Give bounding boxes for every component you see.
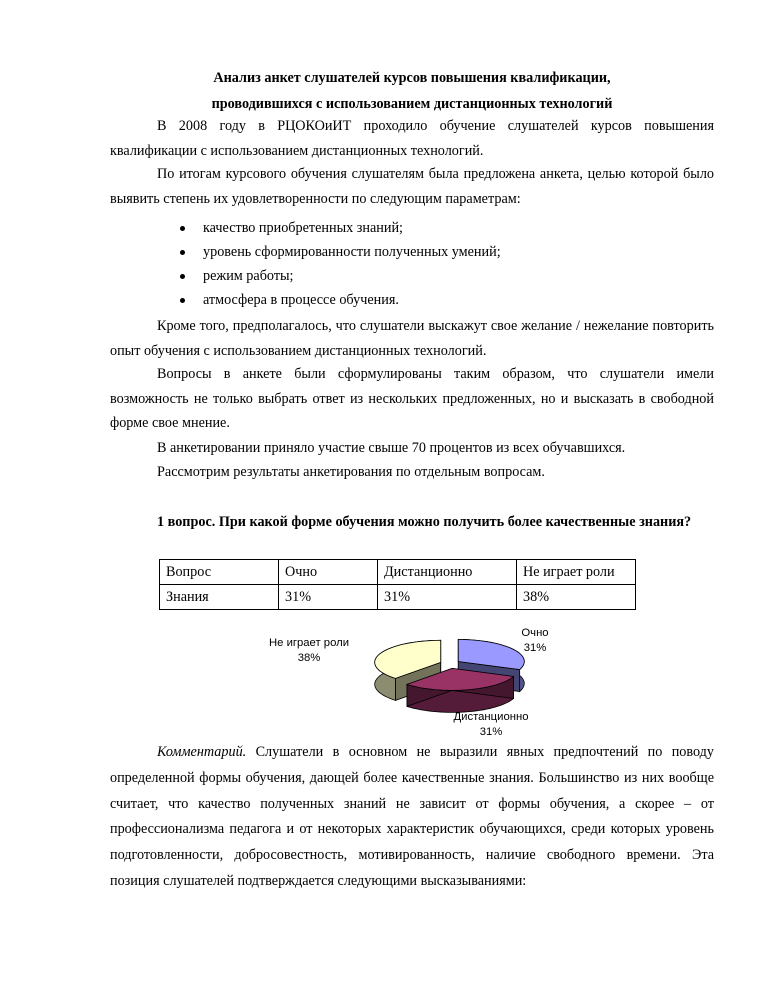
question-heading: 1 вопрос. При какой форме обучения можно получить более качественные знания? [157,514,692,530]
bullet-item: уровень сформированности полученных умений; [203,244,501,260]
pie-label-category: Очно [521,627,549,639]
pie-chart [250,616,570,742]
bullet-item: качество приобретенных знаний; [203,220,403,236]
pie-label-category: Не играет роли [268,637,350,649]
table-header-cell: Не играет роли [517,560,636,585]
table-header-cell: Дистанционно [378,560,517,585]
bullet-marker [180,226,185,231]
paragraph-participation: В анкетировании приняло участие свыше 70 процентов из всех обучавшихся. [157,440,626,456]
bullet-marker [180,250,185,255]
document-title-line2: проводившихся с использованием дистанционных технологий [211,96,613,112]
table-cell: 38% [517,585,636,610]
comment-text: Слушатели в основном не выразили явных предпочтений по поводу определенной формы обучения, дающей более качественные знания. Большинство из них вообще считает, что качество полученных знаний не зависит от формы обучения, а скорее – от профессионализма педагога и от некоторых характеристик обучающихся, среди которых уровень подготовленности, добросовестность, мотивированность, наличие свободного времени. Эта позиция слушателей подтверждается следующими высказываниями: [110,744,714,889]
bullet-marker [180,274,185,279]
paragraph-questions: Вопросы в анкете были сформулированы таким образом, что слушатели имели возможность не только выбрать ответ из нескольких предложенных, но и высказать в свободной форме свое мнение. [110,366,714,431]
results-table [159,559,636,610]
table-header-cell: Очно [279,560,378,585]
bullet-marker [180,298,185,303]
table-cell: 31% [378,585,517,610]
pie-label-value: 38% [297,652,321,664]
paragraph-survey: По итогам курсового обучения слушателям была предложена анкета, целью которой было выявить степень их удовлетворенности по следующим параметрам: [110,166,714,207]
document-title-line1: Анализ анкет слушателей курсов повышения квалификации, [213,70,611,86]
paragraph-results: Рассмотрим результаты анкетирования по отдельным вопросам. [157,464,545,480]
table-header-cell: Вопрос [160,560,279,585]
table-row [160,585,636,610]
table-cell: Знания [160,585,279,610]
comment-label: Комментарий. [157,744,247,760]
pie-label-value: 31% [479,726,503,738]
bullet-item: режим работы; [203,268,294,284]
pie-label-ochno [500,626,570,656]
pie-label-category: Дистанционно [453,711,529,723]
paragraph-wish: Кроме того, предполагалось, что слушатели выскажут свое желание / нежелание повторить опыт обучения с использованием дистанционных технологий. [110,318,714,359]
table-header-row [160,560,636,585]
pie-label-ne-igraet [250,636,368,666]
table-cell: 31% [279,585,378,610]
comment-paragraph [110,740,714,895]
paragraph-intro: В 2008 году в РЦОКОиИТ проходило обучение слушателей курсов повышения квалификации с использованием дистанционных технологий. [110,118,714,159]
bullet-item: атмосфера в процессе обучения. [203,292,399,308]
pie-label-value: 31% [523,642,547,654]
pie-label-distantsionno [436,710,546,740]
